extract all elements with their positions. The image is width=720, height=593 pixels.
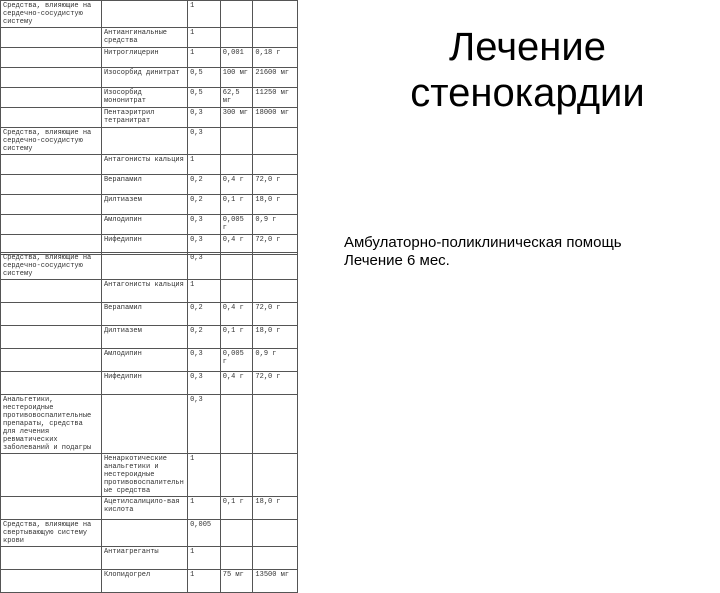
cell-group — [1, 372, 102, 395]
subtitle-line: Амбулаторно-поликлиническая помощь — [344, 234, 622, 251]
cell-name: Ацетилсалицило-вая кислота — [101, 497, 187, 520]
cell-course: 0,18 г — [253, 48, 298, 68]
table-row — [1, 454, 298, 497]
cell-name: Ненаркотические анальгетики и нестероидные противовоспалительные средства — [101, 454, 187, 497]
cell-freq: 0,005 — [188, 520, 221, 547]
table-row — [1, 128, 298, 155]
table-row — [1, 88, 298, 108]
table-row — [1, 253, 298, 280]
table-row — [1, 326, 298, 349]
cell-course — [253, 155, 298, 175]
cell-course: 13500 мг — [253, 570, 298, 593]
cell-dose: 0,4 г — [220, 303, 253, 326]
table-row — [1, 349, 298, 372]
cell-course: 72,0 г — [253, 235, 298, 255]
cell-group — [1, 68, 102, 88]
cell-course — [253, 520, 298, 547]
cell-group — [1, 88, 102, 108]
cell-course: 18,0 г — [253, 195, 298, 215]
cell-dose: 0,4 г — [220, 175, 253, 195]
cell-dose: 100 мг — [220, 68, 253, 88]
cell-dose: 0,1 г — [220, 497, 253, 520]
table-row — [1, 520, 298, 547]
cell-name: Амлодипин — [101, 349, 187, 372]
cell-freq: 0,2 — [188, 326, 221, 349]
cell-group — [1, 28, 102, 48]
cell-freq: 0,3 — [188, 372, 221, 395]
cell-dose — [220, 28, 253, 48]
cell-name: Клопидогрел — [101, 570, 187, 593]
table-row — [1, 547, 298, 570]
cell-course: 0,9 г — [253, 349, 298, 372]
table-row — [1, 303, 298, 326]
cell-course: 0,9 г — [253, 215, 298, 235]
cell-course — [253, 547, 298, 570]
cell-course: 72,0 г — [253, 372, 298, 395]
cell-dose: 75 мг — [220, 570, 253, 593]
slide-title — [395, 24, 660, 116]
cell-freq: 0,5 — [188, 68, 221, 88]
cell-name: Дилтиазем — [101, 195, 187, 215]
cell-freq: 0,3 — [188, 128, 221, 155]
cell-dose: 0,005 г — [220, 215, 253, 235]
cell-name: Изосорбид мононитрат — [101, 88, 187, 108]
cell-dose: 0,4 г — [220, 235, 253, 255]
cell-name — [101, 395, 187, 454]
table-row — [1, 175, 298, 195]
cell-group: Средства, влияющие на сердечно-сосудистую систему — [1, 128, 102, 155]
table-row — [1, 1, 298, 28]
cell-course: 18,0 г — [253, 497, 298, 520]
cell-group: Средства, влияющие на сердечно-сосудистую систему — [1, 253, 102, 280]
cell-dose — [220, 128, 253, 155]
table-row — [1, 108, 298, 128]
cell-group — [1, 454, 102, 497]
table-row — [1, 215, 298, 235]
drug-table-top — [0, 0, 298, 255]
cell-dose: 0,005 г — [220, 349, 253, 372]
cell-name: Нифедипин — [101, 372, 187, 395]
cell-course: 72,0 г — [253, 175, 298, 195]
cell-dose: 0,4 г — [220, 372, 253, 395]
table-row — [1, 68, 298, 88]
cell-group — [1, 195, 102, 215]
table-row — [1, 195, 298, 215]
cell-name: Верапамил — [101, 303, 187, 326]
subtitle-line: Лечение 6 мес. — [344, 252, 450, 269]
cell-freq: 0,3 — [188, 108, 221, 128]
cell-name: Антиангинальные средства — [101, 28, 187, 48]
cell-name — [101, 253, 187, 280]
cell-group — [1, 175, 102, 195]
cell-freq: 1 — [188, 570, 221, 593]
cell-name: Антагонисты кальция — [101, 155, 187, 175]
cell-group — [1, 108, 102, 128]
title-line: Лечение — [449, 25, 606, 69]
cell-freq: 0,3 — [188, 235, 221, 255]
cell-freq: 1 — [188, 497, 221, 520]
table-row — [1, 372, 298, 395]
cell-dose — [220, 280, 253, 303]
cell-freq: 1 — [188, 280, 221, 303]
cell-freq: 1 — [188, 454, 221, 497]
cell-name: Антиагреганты — [101, 547, 187, 570]
cell-freq: 1 — [188, 28, 221, 48]
cell-dose — [220, 155, 253, 175]
cell-freq: 1 — [188, 48, 221, 68]
cell-freq: 0,5 — [188, 88, 221, 108]
cell-group: Средства, влияющие на свертывающую систему крови — [1, 520, 102, 547]
table-row — [1, 155, 298, 175]
cell-name: Пентаэритрил тетранитрат — [101, 108, 187, 128]
cell-name: Нифедипин — [101, 235, 187, 255]
cell-dose: 0,1 г — [220, 195, 253, 215]
cell-name: Изосорбид динитрат — [101, 68, 187, 88]
cell-name: Нитроглицерин — [101, 48, 187, 68]
cell-course: 18000 мг — [253, 108, 298, 128]
cell-group — [1, 303, 102, 326]
cell-name: Антагонисты кальция — [101, 280, 187, 303]
cell-course: 72,0 г — [253, 303, 298, 326]
title-line: стенокардии — [410, 71, 645, 115]
table-row — [1, 28, 298, 48]
cell-freq: 1 — [188, 155, 221, 175]
cell-course — [253, 454, 298, 497]
cell-course: 21600 мг — [253, 68, 298, 88]
cell-freq: 0,3 — [188, 253, 221, 280]
cell-course — [253, 253, 298, 280]
cell-group — [1, 326, 102, 349]
cell-dose — [220, 454, 253, 497]
cell-group — [1, 48, 102, 68]
cell-group — [1, 349, 102, 372]
cell-dose — [220, 520, 253, 547]
cell-name — [101, 1, 187, 28]
cell-dose: 62,5 мг — [220, 88, 253, 108]
cell-name: Верапамил — [101, 175, 187, 195]
cell-name — [101, 128, 187, 155]
table-row — [1, 395, 298, 454]
cell-freq: 0,3 — [188, 395, 221, 454]
cell-dose: 0,001 — [220, 48, 253, 68]
cell-dose — [220, 395, 253, 454]
cell-course — [253, 395, 298, 454]
cell-dose: 0,1 г — [220, 326, 253, 349]
cell-name — [101, 520, 187, 547]
cell-group: Средства, влияющие на сердечно-сосудистую систему — [1, 1, 102, 28]
cell-dose: 300 мг — [220, 108, 253, 128]
cell-course — [253, 128, 298, 155]
cell-course — [253, 280, 298, 303]
cell-freq: 0,2 — [188, 195, 221, 215]
cell-freq: 1 — [188, 547, 221, 570]
cell-course — [253, 1, 298, 28]
cell-course: 18,0 г — [253, 326, 298, 349]
scanned-drug-table-bottom — [0, 252, 298, 579]
table-row — [1, 570, 298, 593]
slide-subtitle — [344, 234, 714, 270]
cell-group — [1, 280, 102, 303]
table-row — [1, 48, 298, 68]
cell-freq: 0,2 — [188, 175, 221, 195]
cell-group: Анальгетики, нестероидные противовоспалительные препараты, средства для лечения ревматических заболеваний и подагры — [1, 395, 102, 454]
cell-group — [1, 497, 102, 520]
cell-group — [1, 547, 102, 570]
cell-freq: 0,2 — [188, 303, 221, 326]
cell-freq: 0,3 — [188, 349, 221, 372]
cell-dose — [220, 547, 253, 570]
cell-name: Дилтиазем — [101, 326, 187, 349]
cell-course — [253, 28, 298, 48]
cell-course: 11250 мг — [253, 88, 298, 108]
table-row — [1, 280, 298, 303]
drug-table-bottom — [0, 252, 298, 593]
cell-group — [1, 215, 102, 235]
table-row — [1, 497, 298, 520]
cell-group — [1, 570, 102, 593]
cell-freq: 0,3 — [188, 215, 221, 235]
cell-dose — [220, 253, 253, 280]
cell-group — [1, 155, 102, 175]
cell-name: Амлодипин — [101, 215, 187, 235]
scanned-drug-table-top — [0, 0, 298, 248]
cell-freq: 1 — [188, 1, 221, 28]
cell-dose — [220, 1, 253, 28]
